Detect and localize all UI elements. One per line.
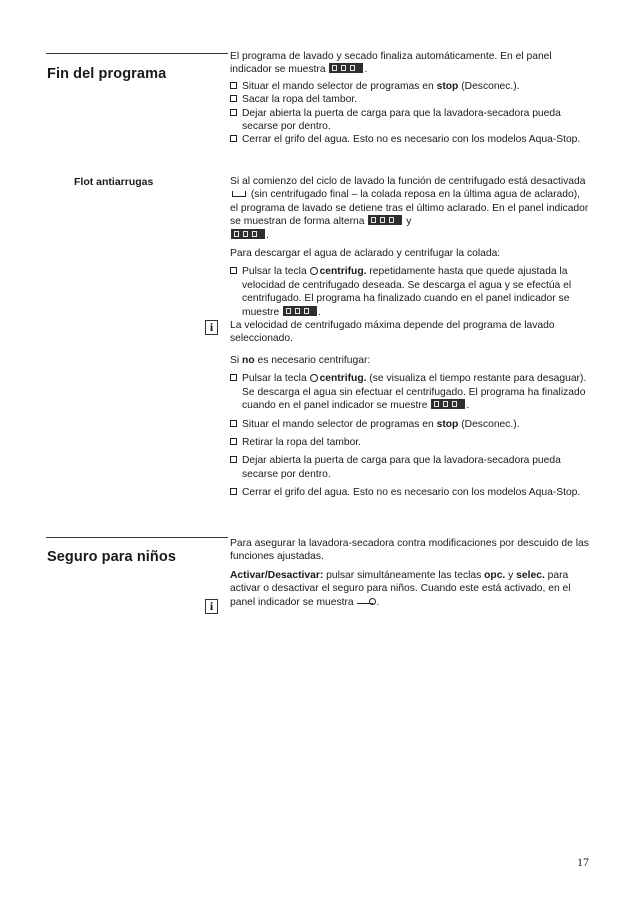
seguro-p1: Para asegurar la lavadora-secadora contra modificaciones por descuido de las funciones ajustadas.	[230, 538, 589, 563]
checkbox-icon	[230, 82, 237, 89]
key-lock-icon	[357, 597, 373, 604]
flot-intro: Si al comienzo del ciclo de lavado la función de centrifugado está desactivada (sin centrifugado final – la colada reposa en la última agua de aclarado), el programa de lavado se detiene tras el último aclarado. En el panel indicador se muestran de forma alterna y .	[230, 176, 589, 241]
display-stop-icon	[368, 215, 402, 225]
flot-info-text: La velocidad de centrifugado máxima depende del programa de lavado seleccionado.	[230, 320, 555, 345]
subsection-title-flot: Flot antiarrugas	[74, 176, 154, 188]
fin-content	[230, 50, 590, 147]
section-rule-fin	[46, 53, 228, 54]
checkbox-icon	[230, 267, 237, 274]
display-end-icon	[431, 399, 465, 409]
spin-button-icon	[310, 374, 318, 382]
display-dashes-icon	[231, 229, 265, 239]
seguro-p2: Activar/Desactivar: pulsar simultáneamente las teclas opc. y selec. para activar o desactivar el seguro para niños. Cuando este está activado, en el panel indicador se muestra .	[230, 569, 571, 608]
fin-intro-text: El programa de lavado y secado finaliza automáticamente. En el panel indicador se muestra	[230, 51, 552, 76]
page-number: 17	[577, 855, 589, 869]
display-end-icon	[329, 63, 363, 73]
flot-item-3: Dejar abierta la puerta de carga para que la lavadora-secadora pueda secarse por dentro.	[230, 454, 590, 481]
seguro-content	[230, 537, 590, 609]
flot-p2: Para descargar el agua de aclarado y centrifugar la colada:	[230, 248, 501, 260]
checkbox-icon	[230, 374, 237, 381]
fin-intro: El programa de lavado y secado finaliza automáticamente. En el panel indicador se muestra .	[230, 51, 552, 76]
checkbox-icon	[230, 420, 237, 427]
fin-item-1: Situar el mando selector de programas en stop (Desconec.).	[230, 80, 590, 93]
fin-item-4: Cerrar el grifo del agua. Esto no es necesario con los modelos Aqua-Stop.	[230, 133, 590, 146]
checkbox-icon	[230, 109, 237, 116]
section-title-fin: Fin del programa	[47, 66, 167, 82]
flot-no-spin: Si no es necesario centrifugar:	[230, 354, 371, 366]
flot-content	[230, 175, 590, 500]
spin-button-icon	[310, 267, 318, 275]
flot-step-2: Pulsar la tecla centrifug. (se visualiza el tiempo restante para desaguar). Se descarga el agua sin efectuar el centrifugado. El programa ha finalizado cuando en el panel indicador se muestre .	[230, 372, 590, 412]
flot-step-1: Pulsar la tecla centrifug. repetidamente hasta que quede ajustada la velocidad de centrifugado deseada. Se descarga el agua y se efectúa el centrifugado. El programa ha finalizado cuando en el panel indicador se muestre .	[230, 265, 590, 319]
checkbox-icon	[230, 438, 237, 445]
flot-item-1: Situar el mando selector de programas en stop (Desconec.).	[230, 418, 590, 431]
display-zero-icon	[283, 306, 317, 316]
fin-item-2: Sacar la ropa del tambor.	[230, 93, 590, 106]
no-spin-icon	[232, 191, 246, 197]
info-icon: i	[205, 320, 218, 335]
section-title-seguro: Seguro para niños	[47, 549, 176, 565]
checkbox-icon	[230, 488, 237, 495]
checkbox-icon	[230, 456, 237, 463]
section-rule-seguro	[46, 537, 228, 538]
flot-item-2: Retirar la ropa del tambor.	[230, 436, 590, 449]
checkbox-icon	[230, 95, 237, 102]
checkbox-icon	[230, 135, 237, 142]
info-icon: i	[205, 599, 218, 614]
fin-item-3: Dejar abierta la puerta de carga para que la lavadora-secadora pueda secarse por dentro.	[230, 107, 590, 134]
flot-item-4: Cerrar el grifo del agua. Esto no es necesario con los modelos Aqua-Stop.	[230, 486, 590, 499]
